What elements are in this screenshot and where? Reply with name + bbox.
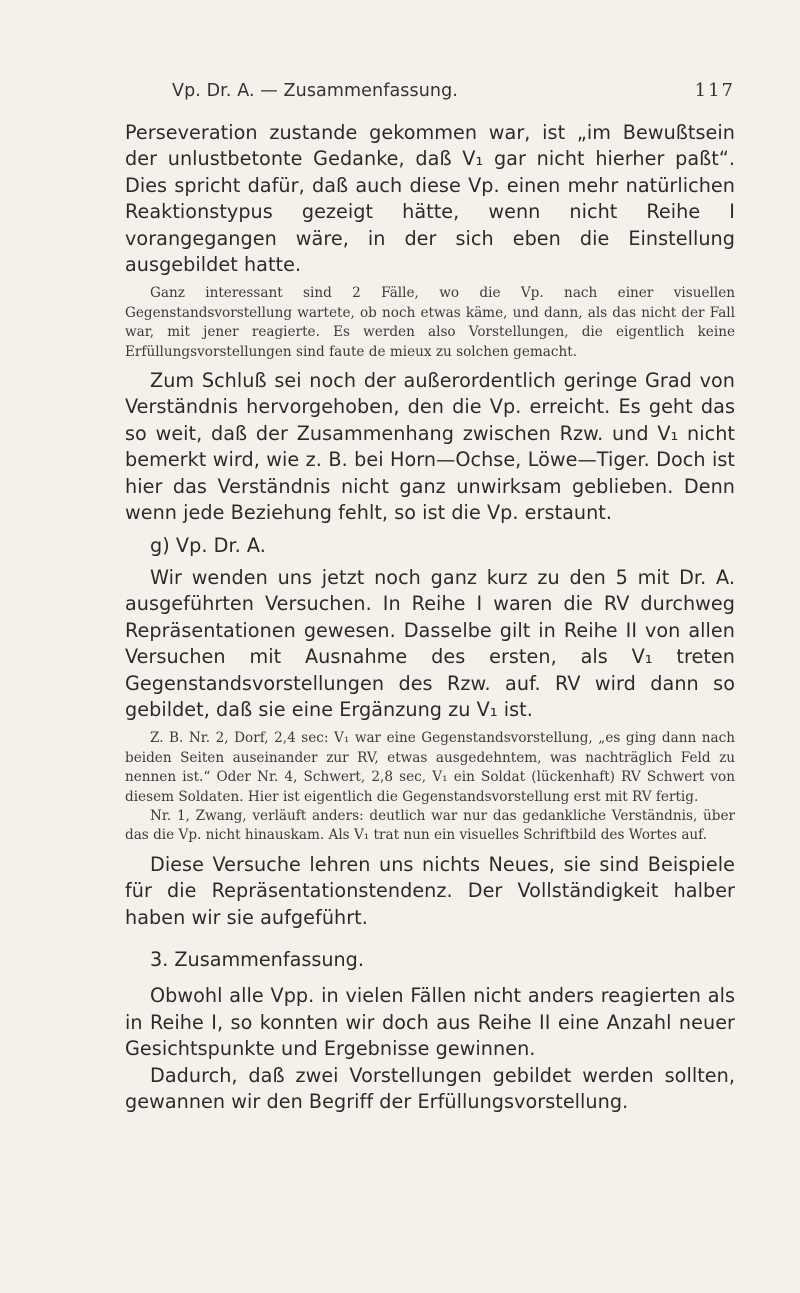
running-title: Vp. Dr. A. — Zusammenfassung. [172, 81, 458, 101]
note-interesting-cases: Ganz interessant sind 2 Fälle, wo die Vp. nach einer visuellen Gegenstandsvorstellung wartete, ob noch etwas käme, und dann, als das nicht der Fall war, mit jener reagierte. Es werden also Vorstellungen, die eigentlich keine Erfüllungsvorstellungen sind faute de mieux zu solchen gemacht. [125, 285, 735, 360]
paragraph-lessons: Diese Versuche lehren uns nichts Neues, sie sind Beispiele für die Repräsentationstendenz. Der Vollständigkeit halber haben wir sie aufgeführt. [125, 852, 735, 929]
page-body [125, 120, 735, 1115]
paragraph-perseveration: Perseveration zustande gekommen war, ist „im Bewußtsein der unlustbetonte Gedanke, daß V₁ gar nicht hierher paßt“. Dies spricht dafür, daß auch diese Vp. einen mehr natürlichen Reaktionstypus gezeigt hätte, wenn nicht Reihe I vorangegangen wäre, in der sich eben die Einstellung ausgebildet hatte. [125, 121, 735, 277]
paragraph-conclusion: Zum Schluß sei noch der außerordentlich geringe Grad von Verständnis hervorgehoben, den die Vp. erreicht. Es geht das so weit, daß der Zusammenhang zwischen Rzw. und V₁ nicht bemerkt wird, wie z. B. bei Horn—Ochse, Löwe—Tiger. Doch ist hier das Verständnis nicht ganz unwirksam geblieben. Denn wenn jede Beziehung fehlt, so ist die Vp. erstaunt. [125, 369, 735, 525]
section-heading-g: g) Vp. Dr. A. [150, 533, 266, 557]
section-heading-3: 3. Zusammenfassung. [150, 948, 364, 971]
paragraph-summary-1: Obwohl alle Vpp. in vielen Fällen nicht anders reagierten als in Reihe I, so konnten wir doch aus Reihe II eine Anzahl neuer Gesichtspunkte und Ergebnisse gewinnen. [125, 984, 735, 1061]
note-example-nr2: Z. B. Nr. 2, Dorf, 2,4 sec: V₁ war eine Gegenstandsvorstellung, „es ging dann nach beiden Seiten auseinander zur RV, etwas ausgedehntem, was nachträglich Feld zu nennen ist.“ Oder Nr. 4, Schwert, 2,8 sec, V₁ ein Soldat (lückenhaft) RV Schwert von diesem Soldaten. Hier ist eigentlich die Gegenstandsvorstellung erst mit RV fertig. [125, 730, 735, 805]
page-number: 117 [694, 80, 735, 101]
running-head [172, 80, 735, 106]
note-example-nr1: Nr. 1, Zwang, verläuft anders: deutlich war nur das gedankliche Verständnis, über das die Vp. nicht hinauskam. Als V₁ trat nun ein visuelles Schriftbild des Wortes auf. [125, 807, 735, 844]
paragraph-dr-a: Wir wenden uns jetzt noch ganz kurz zu den 5 mit Dr. A. ausgeführten Versuchen. In Reihe I waren die RV durchweg Repräsentationen gewesen. Dasselbe gilt in Reihe II von allen Versuchen mit Ausnahme des ersten, als V₁ treten Gegenstandsvorstellungen des Rzw. auf. RV wird dann so gebildet, daß sie eine Ergänzung zu V₁ ist. [125, 565, 735, 721]
paragraph-summary-2: Dadurch, daß zwei Vorstellungen gebildet werden sollten, gewannen wir den Begriff der Erfüllungsvorstellung. [125, 1063, 735, 1114]
